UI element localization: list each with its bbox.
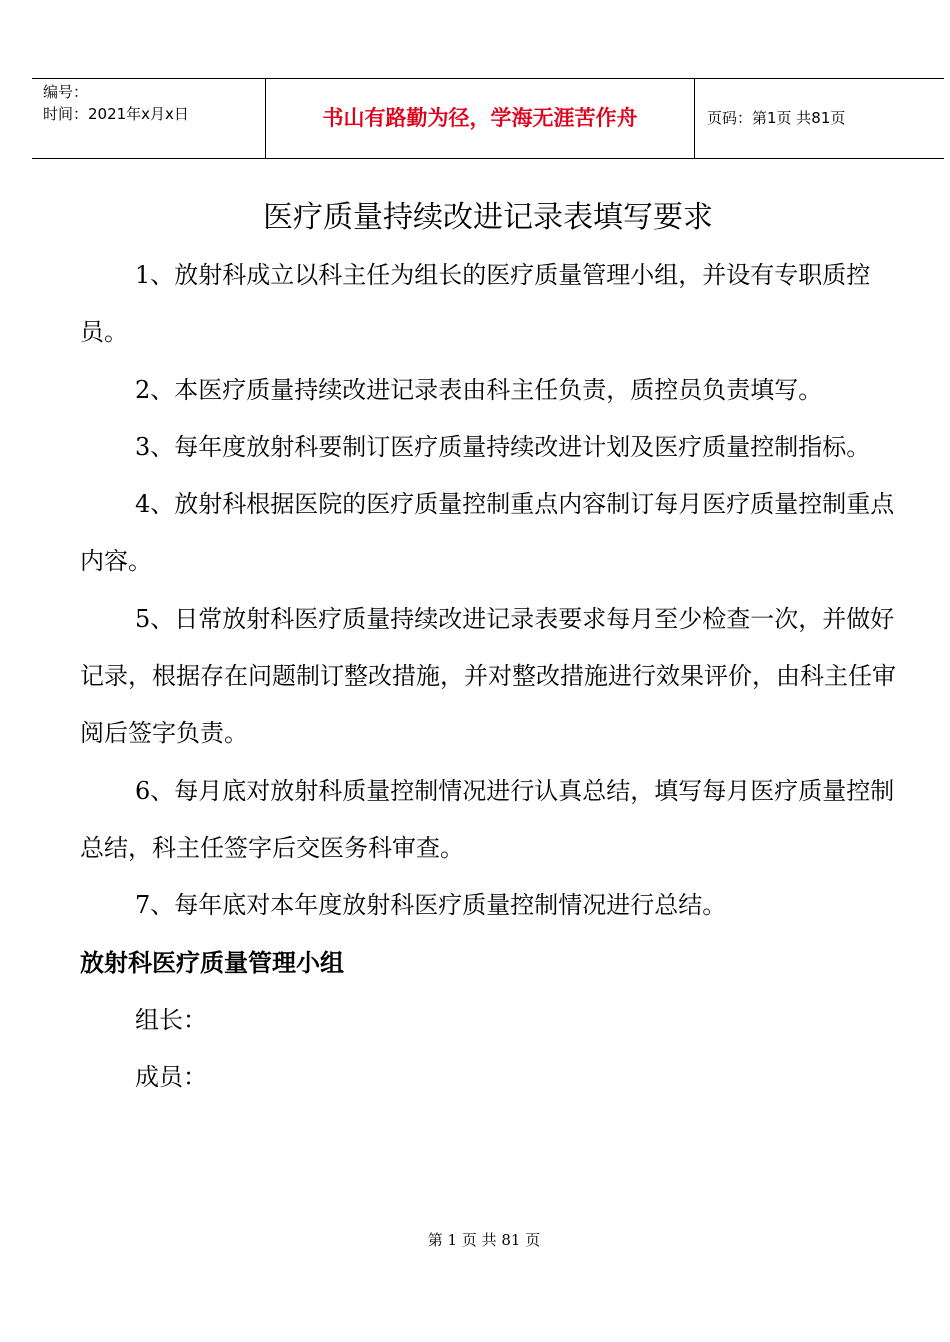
document-date-label: 时间：2021年x月x日 bbox=[43, 105, 189, 123]
header-page-info: 页码：第1页 共81页 bbox=[707, 109, 846, 127]
page-footer: 第 1 页 共 81 页 bbox=[427, 1231, 541, 1249]
document-title: 医疗质量持续改进记录表填写要求 bbox=[263, 200, 713, 235]
header-motto: 书山有路勤为径，学海无涯苦作舟 bbox=[322, 106, 638, 130]
requirement-item-3: 3、每年度放射科要制订医疗质量持续改进计划及医疗质量控制指标。 bbox=[135, 432, 871, 461]
requirement-item-4: 4、放射科根据医院的医疗质量控制重点内容制订每月医疗质量控制重点内容。 bbox=[80, 490, 895, 576]
members-label: 成员： bbox=[135, 1063, 207, 1092]
section-heading: 放射科医疗质量管理小组 bbox=[80, 948, 344, 977]
document-body bbox=[80, 247, 910, 1106]
leader-label: 组长： bbox=[135, 1005, 207, 1034]
requirement-item-2: 2、本医疗质量持续改进记录表由科主任负责，质控员负责填写。 bbox=[135, 375, 823, 404]
requirement-item-1: 1、放射科成立以科主任为组长的医疗质量管理小组，并设有专职质控员。 bbox=[80, 261, 871, 347]
header-motto-cell bbox=[266, 79, 695, 158]
page-header bbox=[32, 78, 944, 159]
requirement-item-5: 5、日常放射科医疗质量持续改进记录表要求每月至少检查一次，并做好记录，根据存在问题制订整改措施，并对整改措施进行效果评价，由科主任审阅后签字负责。 bbox=[80, 604, 896, 748]
header-page-cell bbox=[695, 79, 944, 158]
header-meta-cell bbox=[32, 79, 266, 158]
requirement-item-6: 6、每月底对放射科质量控制情况进行认真总结，填写每月医疗质量控制总结，科主任签字后交医务科审查。 bbox=[80, 776, 895, 862]
document-number-label: 编号： bbox=[43, 83, 89, 101]
requirement-item-7: 7、每年底对本年度放射科医疗质量控制情况进行总结。 bbox=[135, 891, 727, 920]
